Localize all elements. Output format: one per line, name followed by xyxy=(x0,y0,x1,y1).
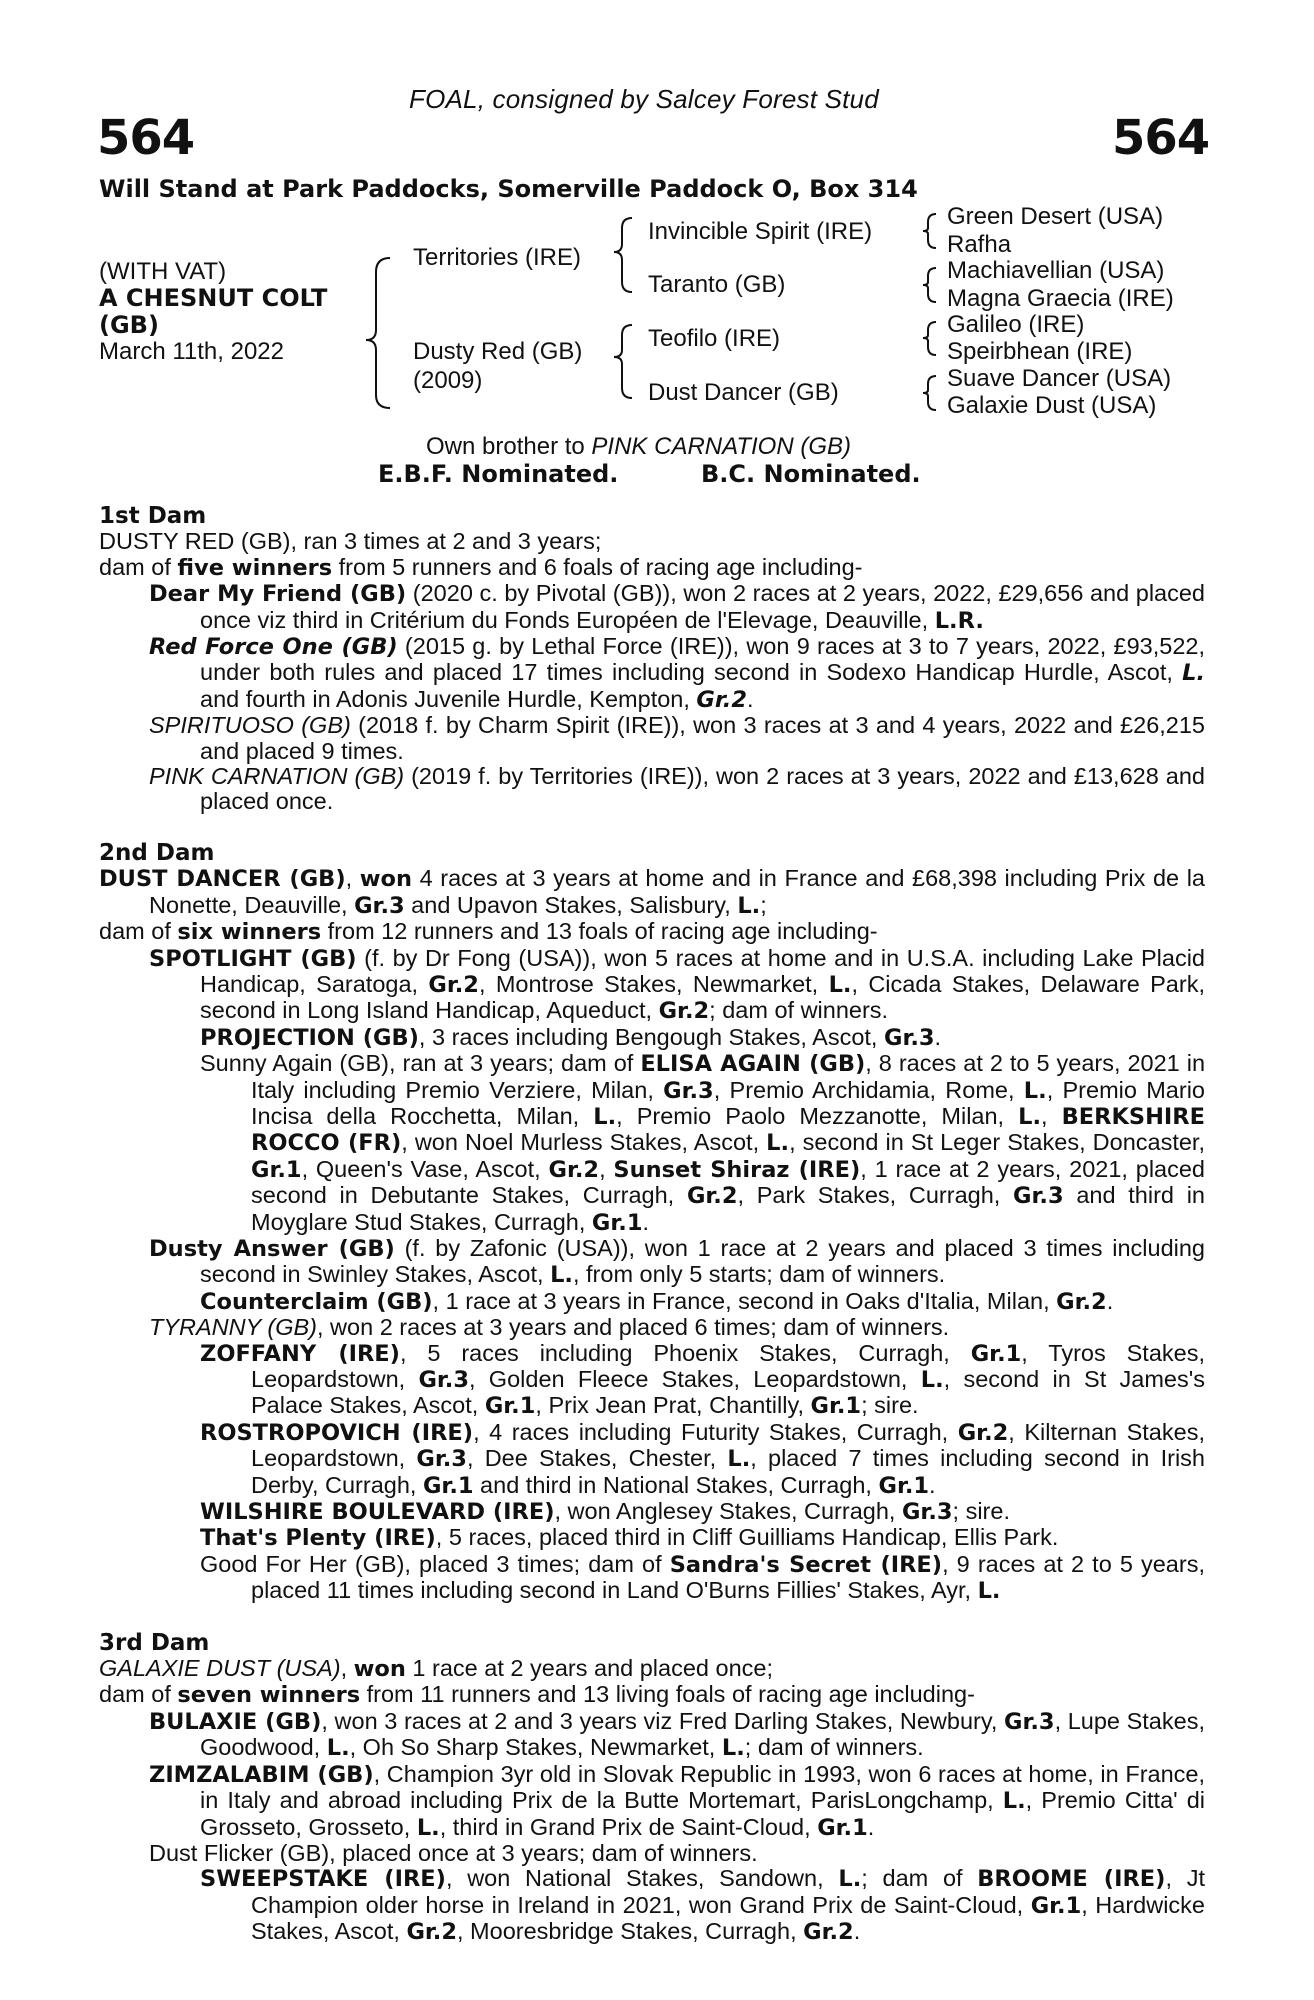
race-grade: Gr.3 xyxy=(883,1024,935,1051)
text: , third in Grand Prix de Saint-Cloud, xyxy=(439,1813,818,1840)
text: , Hardwicke Stakes, Ascot, xyxy=(251,1891,1205,1945)
text: , Jt Champion older horse in Ireland in 2021, won Grand Prix de Saint-Cloud, xyxy=(251,1865,1205,1918)
race-grade: L.R. xyxy=(934,607,984,634)
race-grade: Gr.2 xyxy=(658,998,710,1025)
text: , won 3 races at 2 and 3 years viz Fred Darling Stakes, Newbury, xyxy=(321,1707,1004,1734)
dam1-summary: DUSTY RED (GB), ran 3 times at 2 and 3 years; xyxy=(99,528,602,555)
text: , 1 race at 3 years in France, second in Oaks d'Italia, Milan, xyxy=(432,1287,1057,1314)
text: ; sire. xyxy=(861,1392,919,1419)
horse-name: ELISA AGAIN (GB) xyxy=(640,1051,866,1078)
race-grade: L. xyxy=(727,1446,751,1473)
text: dam of xyxy=(99,553,178,580)
race-grade: Gr.1 xyxy=(591,1209,643,1236)
winners-count: six winners xyxy=(177,919,322,946)
text: , won National Stakes, Sandown, xyxy=(445,1865,839,1892)
sire-sire: Invincible Spirit (IRE) xyxy=(648,218,873,245)
horse-name: ZIMZALABIM (GB) xyxy=(149,1761,374,1788)
text: , 8 races at 2 to 5 years, 2021 in Italy including Premio Verziere, Milan, xyxy=(251,1050,1206,1103)
text: , from only 5 starts; dam of winners. xyxy=(572,1261,946,1288)
horse-name: PROJECTION (GB) xyxy=(200,1024,419,1051)
produce-entry xyxy=(99,1341,1205,1420)
race-grade: Gr.2 xyxy=(548,1156,600,1183)
text: . xyxy=(853,1918,861,1945)
text: and third in National Stakes, Curragh, xyxy=(473,1471,879,1498)
dam-sire-dam: Speirbhean (IRE) xyxy=(947,338,1133,365)
text: ; dam of xyxy=(861,1865,978,1892)
horse-name: SPOTLIGHT (GB) xyxy=(149,945,357,972)
text: , 4 races including Futurity Stakes, Curragh, xyxy=(473,1418,958,1445)
race-grade: Gr.3 xyxy=(1013,1183,1064,1210)
text: (2015 g. by Lethal Force (IRE)), won 9 races at 3 to 7 years, 2022, £93,522, under both rules and placed 17 times including second in Sodexo Handicap Hurdle, Ascot, xyxy=(200,633,1205,686)
section-heading-2nd-dam: 2nd Dam xyxy=(99,839,215,866)
text: , Cicada Stakes, Delaware Park, second in Long Island Handicap, Aqueduct, xyxy=(200,970,1205,1024)
race-grade: Gr.1 xyxy=(817,1814,868,1841)
consignment-line: FOAL, consigned by Salcey Forest Stud xyxy=(409,84,879,114)
horse-name: PINK CARNATION (GB) xyxy=(149,763,405,790)
text: , 5 races, placed third in Cliff Guilliams Handicap, Ellis Park. xyxy=(435,1524,1059,1551)
race-grade: Gr.2 xyxy=(686,1183,738,1210)
produce-entry xyxy=(99,1841,1205,1866)
text: , Premio Archidamia, Rome, xyxy=(713,1076,1024,1103)
vat-note: (WITH VAT) xyxy=(99,258,227,285)
horse-name: ZOFFANY (IRE) xyxy=(200,1340,400,1367)
horse-name: GALAXIE DUST (USA) xyxy=(99,1655,341,1682)
horse-name: BERKSHIRE ROCCO (FR) xyxy=(251,1103,1205,1157)
race-grade: Gr.3 xyxy=(354,892,405,919)
dam1-produce xyxy=(99,555,1205,581)
text: dam of xyxy=(99,918,178,945)
produce-entry xyxy=(99,1552,1205,1605)
bc-nomination: B.C. Nominated. xyxy=(701,460,921,488)
horse-name: Sunset Shiraz (IRE) xyxy=(613,1156,861,1183)
race-grade: Gr.3 xyxy=(901,1499,953,1526)
dam-dam-sire: Suave Dancer (USA) xyxy=(947,365,1172,392)
text: . xyxy=(934,1023,942,1050)
produce-entry xyxy=(99,764,1205,815)
text: , xyxy=(599,1155,614,1182)
text: , Lupe Stakes, Goodwood, xyxy=(200,1707,1205,1761)
produce-entry xyxy=(99,1420,1205,1499)
race-grade: Gr.2 xyxy=(428,971,479,998)
race-grade: Gr.1 xyxy=(1030,1892,1082,1919)
text: , Prix Jean Prat, Chantilly, xyxy=(535,1392,811,1419)
text: and Upavon Stakes, Salisbury, xyxy=(404,891,738,918)
text: , won 2 races at 3 years and placed 6 times; dam of winners. xyxy=(317,1314,950,1341)
horse-name: WILSHIRE BOULEVARD (IRE) xyxy=(200,1499,555,1526)
text: . xyxy=(867,1813,875,1840)
sire-sire-dam: Rafha xyxy=(947,231,1012,258)
text: ; sire. xyxy=(952,1498,1010,1525)
lot-number-left: 564 xyxy=(97,110,195,166)
produce-entry xyxy=(99,1289,1205,1315)
horse-title-country: (GB) xyxy=(99,311,159,339)
race-grade: L. xyxy=(721,1735,745,1762)
text: . xyxy=(746,685,754,712)
race-grade: Gr.3 xyxy=(1004,1708,1055,1735)
text: , 5 races including Phoenix Stakes, Curragh, xyxy=(399,1339,971,1366)
race-grade: L. xyxy=(1002,1788,1026,1815)
text: from 11 runners and 13 living foals of racing age including- xyxy=(360,1681,975,1708)
text: from 12 runners and 13 foals of racing age including- xyxy=(321,918,878,945)
text: ; dam of winners. xyxy=(709,997,889,1024)
sire-dam-sire: Machiavellian (USA) xyxy=(947,257,1165,284)
dam3-produce xyxy=(99,1682,1205,1708)
produce-entry xyxy=(99,1315,1205,1340)
horse-name: SWEEPSTAKE (IRE) xyxy=(200,1866,446,1893)
text: , Tyros Stakes, Leopardstown, xyxy=(251,1339,1205,1392)
produce-entry xyxy=(99,1709,1205,1762)
text: Dust Flicker (GB), placed once at 3 years; dam of winners. xyxy=(149,1839,758,1866)
text: ; dam of winners. xyxy=(744,1734,924,1761)
horse-name: Sandra's Secret (IRE) xyxy=(669,1551,943,1578)
horse-name: DUST DANCER (GB) xyxy=(99,866,346,893)
race-grade: L. xyxy=(828,971,852,998)
race-grade: Gr.3 xyxy=(416,1446,467,1473)
text: , won Anglesey Stakes, Curragh, xyxy=(554,1498,902,1525)
produce-entry xyxy=(99,1525,1205,1551)
section-heading-1st-dam: 1st Dam xyxy=(99,503,207,529)
race-grade: Gr.2 xyxy=(957,1419,1009,1446)
text: , Park Stakes, Curragh, xyxy=(737,1182,1014,1209)
dam-sire: Teofilo (IRE) xyxy=(648,325,781,352)
produce-entry xyxy=(99,713,1205,764)
produce-entry xyxy=(99,581,1205,634)
race-grade: L. xyxy=(550,1262,573,1289)
text: Sunny Again (GB), ran at 3 years; dam of xyxy=(200,1050,641,1077)
horse-name: TYRANNY (GB) xyxy=(149,1314,317,1341)
race-grade: Gr.1 xyxy=(484,1393,536,1420)
text: dam of xyxy=(99,1681,178,1708)
horse-name: Counterclaim (GB) xyxy=(200,1288,433,1315)
race-grade: Gr.3 xyxy=(663,1077,714,1104)
text: , Premio Citta' di Grosseto, Grosseto, xyxy=(200,1787,1206,1840)
race-grade: Gr.1 xyxy=(422,1472,474,1499)
produce-entry xyxy=(99,1236,1205,1289)
horse-name: SPIRITUOSO (GB) xyxy=(149,712,351,739)
text: , placed 7 times including second in Irish Derby, Curragh, xyxy=(251,1445,1205,1498)
sire-dam: Taranto (GB) xyxy=(648,271,786,298)
text: , 3 races including Bengough Stakes, Ascot, xyxy=(418,1023,884,1050)
race-grade: L. xyxy=(416,1814,440,1841)
text: , Oh So Sharp Stakes, Newmarket, xyxy=(349,1734,722,1761)
text: and fourth in Adonis Juvenile Hurdle, Kempton, xyxy=(200,685,697,712)
race-grade: Gr.2 xyxy=(696,686,747,713)
own-brother-name: PINK CARNATION (GB) xyxy=(591,433,851,460)
text: , second in St James's Palace Stakes, Ascot, xyxy=(251,1366,1205,1419)
race-grade: Gr.2 xyxy=(1056,1288,1107,1315)
text: ; xyxy=(760,891,767,918)
text: (f. by Zafonic (USA)), won 1 race at 2 years and placed 3 times including second in Swinley Stakes, Ascot, xyxy=(200,1234,1205,1288)
won-label: won xyxy=(359,866,412,893)
won-label: won xyxy=(353,1656,406,1683)
dam2-produce xyxy=(99,919,1205,945)
horse-title: A CHESNUT COLT xyxy=(99,284,328,312)
text: 4 races at 3 years at home and in France and £68,398 including Prix de la Nonette, Deauville, xyxy=(149,865,1205,918)
lot-number-right: 564 xyxy=(1112,110,1210,166)
text: , Premio Paolo Mezzanotte, Milan, xyxy=(616,1102,1019,1129)
text: , second in St Leger Stakes, Doncaster, xyxy=(789,1129,1205,1156)
race-grade: L. xyxy=(977,1578,1001,1605)
produce-entry xyxy=(99,1499,1205,1525)
dam: Dusty Red (GB) xyxy=(413,338,583,365)
sire-sire-sire: Green Desert (USA) xyxy=(947,203,1164,230)
foaling-date: March 11th, 2022 xyxy=(99,338,285,365)
race-grade: L. xyxy=(593,1103,617,1130)
text: , 1 race at 2 years, 2021, placed second in Debutante Stakes, Curragh, xyxy=(251,1155,1206,1209)
text: , Kilternan Stakes, Leopardstown, xyxy=(251,1418,1205,1472)
race-grade: Gr.2 xyxy=(803,1919,854,1946)
text: , Queen's Vase, Ascot, xyxy=(301,1155,549,1182)
catalogue-body xyxy=(99,504,1205,1946)
race-grade: L. xyxy=(920,1367,944,1393)
horse-name: ROSTROPOVICH (IRE) xyxy=(200,1419,474,1446)
text: , Dee Stakes, Chester, xyxy=(466,1445,728,1472)
text: (f. by Dr Fong (USA)), won 5 races at home and in U.S.A. including Lake Placid Handicap, Saratoga, xyxy=(200,944,1206,997)
text: , Montrose Stakes, Newmarket, xyxy=(478,970,829,997)
text: , won Noel Murless Stakes, Ascot, xyxy=(401,1129,767,1156)
dam-sire-sire: Galileo (IRE) xyxy=(947,311,1085,338)
race-grade: L. xyxy=(1023,1077,1047,1104)
produce-entry xyxy=(99,946,1205,1025)
produce-entry xyxy=(99,1051,1205,1236)
text: , xyxy=(1041,1102,1062,1129)
race-grade: L. xyxy=(326,1735,350,1762)
sire-dam-dam: Magna Graecia (IRE) xyxy=(947,285,1174,312)
text: , xyxy=(340,1655,354,1682)
race-grade: Gr.1 xyxy=(251,1156,302,1183)
text: and third in Moyglare Stud Stakes, Curragh, xyxy=(251,1182,1205,1235)
stand-location: Will Stand at Park Paddocks, Somerville Paddock O, Box 314 xyxy=(99,175,918,203)
winners-count: seven winners xyxy=(177,1682,361,1709)
race-grade: L. xyxy=(838,1866,862,1893)
dam-dam-dam: Galaxie Dust (USA) xyxy=(947,392,1157,419)
dam-dam: Dust Dancer (GB) xyxy=(648,379,839,406)
text: , Premio Mario Incisa della Rocchetta, Milan, xyxy=(251,1076,1205,1129)
race-grade: L. xyxy=(1182,660,1205,687)
race-grade: Gr.1 xyxy=(810,1393,862,1420)
section-heading-3rd-dam: 3rd Dam xyxy=(99,1629,210,1656)
text: , xyxy=(345,865,360,892)
race-grade: Gr.2 xyxy=(406,1919,457,1946)
produce-entry xyxy=(99,634,1205,713)
horse-name: BULAXIE (GB) xyxy=(149,1708,322,1735)
sire: Territories (IRE) xyxy=(413,244,582,271)
text: , Mooresbridge Stakes, Curragh, xyxy=(457,1918,804,1945)
dam-year: (2009) xyxy=(413,367,483,394)
horse-name: Dusty Answer (GB) xyxy=(149,1235,395,1262)
text: , Golden Fleece Stakes, Leopardstown, xyxy=(469,1366,921,1392)
horse-name: BROOME (IRE) xyxy=(977,1866,1166,1893)
text: Good For Her (GB), placed 3 times; dam of xyxy=(200,1550,670,1577)
text: . xyxy=(1106,1287,1114,1314)
horse-name: Dear My Friend (GB) xyxy=(149,581,407,608)
race-grade: Gr.1 xyxy=(970,1340,1022,1367)
text: , Champion 3yr old in Slovak Republic in 1993, won 6 races at home, in France, in Italy and abroad including Prix de la Butte Mortemart, ParisLongchamp, xyxy=(200,1760,1206,1814)
produce-entry xyxy=(99,1866,1205,1945)
ebf-nomination: E.B.F. Nominated. xyxy=(378,460,619,488)
race-grade: Gr.3 xyxy=(418,1367,469,1393)
winners-count: five winners xyxy=(177,554,333,581)
race-grade: Gr.1 xyxy=(878,1472,930,1499)
text: (2020 c. by Pivotal (GB)), won 2 races at 2 years, 2022, £29,656 and placed once viz third in Critérium du Fonds Européen de l'Elevage, Deauville, xyxy=(200,580,1205,633)
produce-entry xyxy=(99,1762,1205,1841)
race-grade: L. xyxy=(766,1130,790,1157)
text: 1 race at 2 years and placed once; xyxy=(405,1655,774,1682)
text: . xyxy=(929,1471,936,1498)
own-brother-note xyxy=(426,433,851,461)
horse-name: That's Plenty (IRE) xyxy=(200,1525,436,1552)
dam2-summary xyxy=(99,866,1205,919)
text: (2018 f. by Charm Spirit (IRE)), won 3 races at 3 and 4 years, 2022 and £26,215 and placed 9 times. xyxy=(200,712,1205,764)
race-grade: L. xyxy=(1018,1103,1042,1130)
text: from 5 runners and 6 foals of racing age including- xyxy=(332,553,863,580)
text: . xyxy=(642,1208,650,1235)
text: (2019 f. by Territories (IRE)), won 2 races at 3 years, 2022 and £13,628 and placed once. xyxy=(200,763,1205,815)
own-brother-prefix: Own brother to xyxy=(426,433,592,460)
dam3-summary xyxy=(99,1656,1205,1682)
race-grade: L. xyxy=(737,892,761,919)
horse-name: Red Force One (GB) xyxy=(149,634,398,661)
text: , 9 races at 2 to 5 years, placed 11 times including second in Land O'Burns Fillies' Stakes, Ayr, xyxy=(251,1550,1205,1604)
produce-entry xyxy=(99,1025,1205,1051)
